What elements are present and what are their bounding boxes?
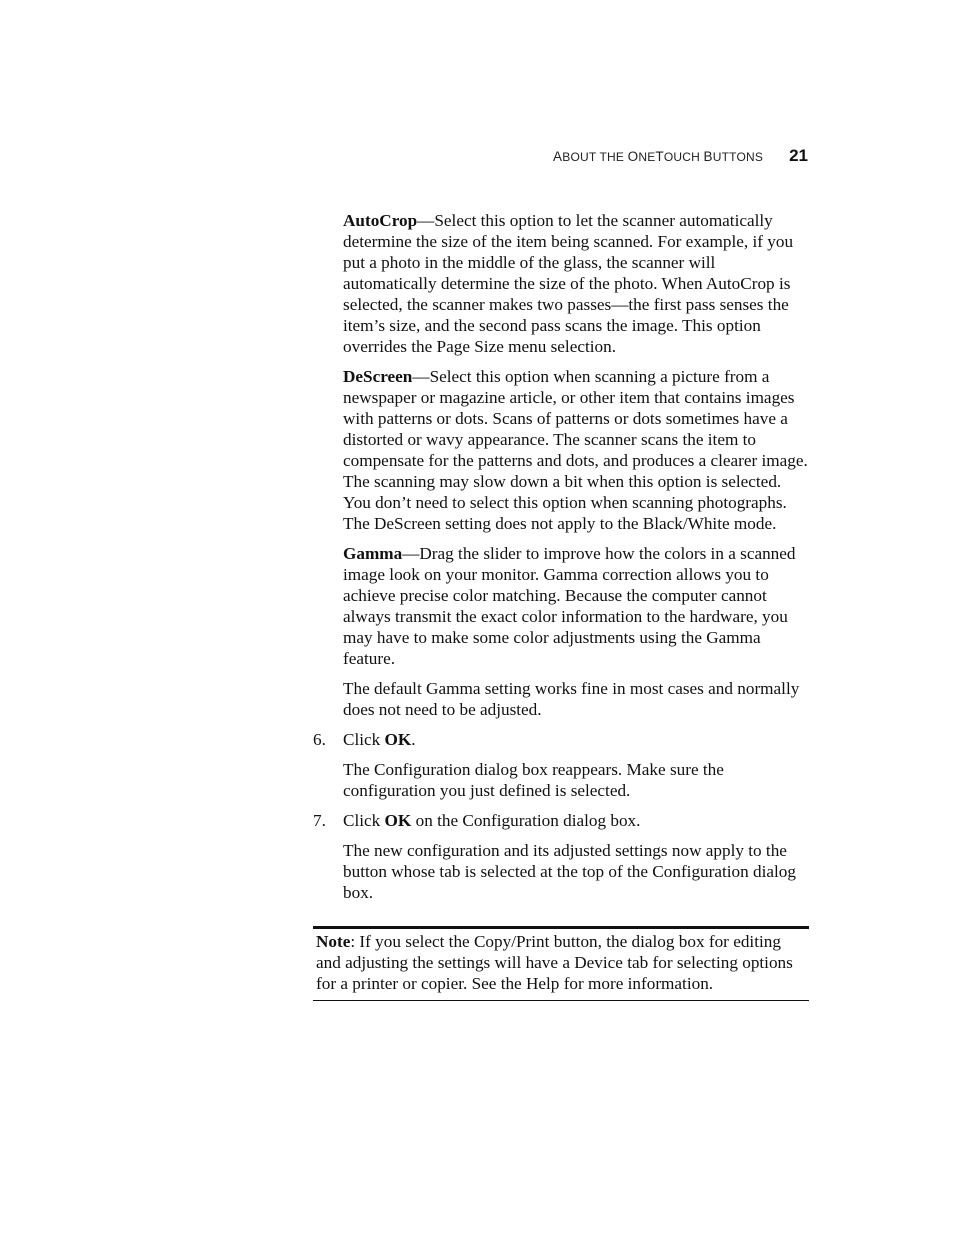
running-head-part: BOUT THE <box>562 150 628 164</box>
running-head-part: NE <box>638 150 656 164</box>
step-number: 6. <box>313 730 326 749</box>
running-head-part: T <box>655 149 664 164</box>
autocrop-term: AutoCrop <box>343 211 418 230</box>
step-number: 7. <box>313 811 326 830</box>
ok-label: OK <box>384 811 412 830</box>
autocrop-paragraph <box>343 210 809 357</box>
descreen-term: DeScreen <box>343 367 413 386</box>
running-head-part: A <box>553 149 563 164</box>
step-7 <box>313 810 809 831</box>
autocrop-text: —Select this option to let the scanner automatically determine the size of the item being scanned. For example, if you put a photo in the middle of the glass, the scanner will automatically determine the size of the photo. When AutoCrop is selected, the scanner makes two passes—the first pass senses the item’s size, and the second pass scans the image. This option overrides the Page Size menu selection. <box>343 211 794 356</box>
running-head-part: O <box>627 149 639 164</box>
gamma-paragraph <box>343 543 809 669</box>
page-header <box>553 146 808 166</box>
gamma-default-paragraph: The default Gamma setting works fine in most cases and normally does not need to be adjusted. <box>343 679 800 719</box>
step-6-followup: The Configuration dialog box reappears. Make sure the configuration you just defined is selected. <box>343 760 724 800</box>
running-head-part: OUCH <box>663 150 704 164</box>
descreen-text: —Select this option when scanning a picture from a newspaper or magazine article, or other item that contains images with patterns or dots. Scans of patterns or dots sometimes have a distorted or wavy appearance. The scanner scans the item to compensate for the patterns and dots, and produces a clearer image. The scanning may slow down a bit when this option is selected. You don’t need to select this option when scanning photographs. The DeScreen setting does not apply to the Black/White mode. <box>343 367 808 533</box>
step-text: on the Configuration dialog box. <box>411 811 641 830</box>
ok-label: OK <box>384 730 412 749</box>
step-text: Click <box>343 730 385 749</box>
main-content <box>313 210 809 912</box>
page-number: 21 <box>789 146 808 165</box>
step-7-followup: The new configuration and its adjusted settings now apply to the button whose tab is selected at the top of the Configuration dialog box. <box>343 841 796 902</box>
running-head-part: B <box>703 149 713 164</box>
descreen-paragraph <box>343 366 809 534</box>
running-head-part: UTTONS <box>712 150 764 164</box>
note-label: Note <box>316 932 351 951</box>
step-text: Click <box>343 811 385 830</box>
gamma-text: —Drag the slider to improve how the colors in a scanned image look on your monitor. Gamma correction allows you to achieve precise color matching. Because the computer cannot always transmit the exact color information to the hardware, you may have to make some color adjustments using the Gamma feature. <box>343 544 796 668</box>
running-head <box>553 149 763 164</box>
gamma-term: Gamma <box>343 544 403 563</box>
step-text: . <box>411 730 416 749</box>
note-body: : If you select the Copy/Print button, the dialog box for editing and adjusting the settings will have a Device tab for selecting options for a printer or copier. See the Help for more information. <box>316 932 793 993</box>
step-6 <box>313 729 809 750</box>
note-box <box>313 926 809 1001</box>
note-text <box>316 931 809 994</box>
